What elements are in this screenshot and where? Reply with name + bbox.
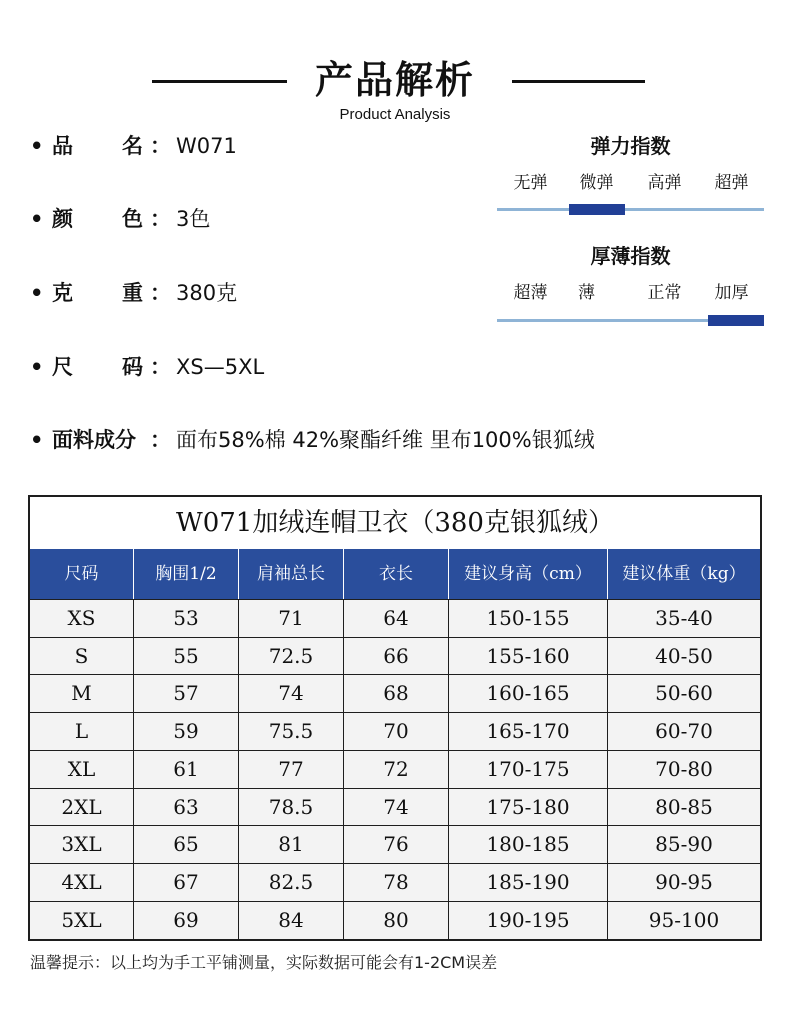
spec-label-char: 尺 (52, 355, 73, 379)
header-cell: 肩袖总长 (239, 549, 344, 599)
measurement-note: 温馨提示：以上均为手工平铺测量，实际数据可能会有1-2CM误差 (30, 953, 498, 972)
spec-value: W071 (176, 134, 237, 158)
elasticity-level: 微弹 (579, 173, 614, 193)
spec-colon: ： (150, 355, 171, 379)
table-cell: 76 (344, 826, 449, 863)
spec-label-char: 色 (122, 207, 143, 231)
thickness-indicator (708, 315, 764, 326)
header-cell: 建议体重（kg） (622, 564, 746, 584)
table-cell: 3XL (30, 826, 134, 863)
spec-label-char: 码 (122, 355, 143, 379)
table-cell: XS (30, 600, 134, 637)
bullet-icon: • (30, 428, 44, 452)
table-cell: 90-95 (655, 869, 713, 894)
thickness-level: 正常 (647, 283, 682, 303)
elasticity-indicator (569, 204, 625, 215)
table-cell: 80-85 (655, 794, 713, 819)
table-cell: 75.5 (239, 713, 344, 750)
bullet-icon: • (30, 281, 44, 305)
header-line-right (512, 80, 645, 83)
size-table (28, 495, 762, 941)
table-cell: 66 (344, 638, 449, 675)
table-cell: 64 (344, 600, 449, 637)
table-cell: 190-195 (449, 902, 608, 939)
elasticity-level: 无弹 (513, 173, 548, 193)
table-cell: 50-60 (655, 681, 713, 706)
table-cell: 71 (239, 600, 344, 637)
elasticity-scale-bar (497, 208, 764, 211)
table-cell: 61 (134, 751, 239, 788)
spec-colon: ： (150, 428, 171, 452)
elasticity-level: 超弹 (714, 173, 749, 193)
table-cell: 85-90 (655, 832, 713, 857)
table-cell: 65 (134, 826, 239, 863)
table-cell: 185-190 (449, 864, 608, 901)
spec-value: 3色 (176, 207, 211, 231)
table-cell: 180-185 (449, 826, 608, 863)
table-cell: L (30, 713, 134, 750)
spec-label: 面料成分 (52, 428, 136, 452)
table-cell: 55 (134, 638, 239, 675)
table-row (30, 712, 760, 750)
table-cell: 67 (134, 864, 239, 901)
spec-label-char: 颜 (52, 207, 73, 231)
table-row (30, 750, 760, 788)
spec-label-char: 克 (52, 281, 73, 305)
spec-label-char: 重 (122, 281, 143, 305)
spec-label-char: 品 (52, 134, 73, 158)
table-cell: 2XL (30, 789, 134, 826)
table-cell: 82.5 (239, 864, 344, 901)
table-cell: 74 (239, 675, 344, 712)
table-cell: 69 (134, 902, 239, 939)
table-cell: 68 (344, 675, 449, 712)
elasticity-levels (497, 171, 764, 195)
table-row (30, 637, 760, 675)
thickness-level: 薄 (578, 283, 595, 303)
table-row (30, 863, 760, 901)
header-cell: 尺码 (30, 549, 134, 599)
table-cell: 4XL (30, 864, 134, 901)
table-cell: 70 (344, 713, 449, 750)
bullet-icon: • (30, 355, 44, 379)
table-cell: 165-170 (449, 713, 608, 750)
table-row (30, 674, 760, 712)
table-cell: 160-165 (449, 675, 608, 712)
spec-colon: ： (150, 281, 171, 305)
thickness-title: 厚薄指数 (590, 244, 671, 268)
spec-value: XS—5XL (176, 355, 265, 379)
table-cell: 72.5 (239, 638, 344, 675)
table-cell: 35-40 (655, 606, 713, 630)
table-cell: 80 (344, 902, 449, 939)
elasticity-title: 弹力指数 (590, 134, 671, 158)
table-cell: XL (30, 751, 134, 788)
spec-value: 面布58%棉 42%聚酯纤维 里布100%银狐绒 (176, 428, 595, 452)
header-cell: 建议身高（cm） (449, 549, 608, 599)
table-cell: 59 (134, 713, 239, 750)
table-cell: 78 (344, 864, 449, 901)
table-cell: 81 (239, 826, 344, 863)
spec-colon: ： (150, 134, 171, 158)
bullet-icon: • (30, 207, 44, 231)
thickness-level: 超薄 (513, 283, 548, 303)
page-title: 产品解析 (314, 58, 475, 102)
table-cell: 53 (134, 600, 239, 637)
table-cell: 63 (134, 789, 239, 826)
table-cell: S (30, 638, 134, 675)
table-cell: 170-175 (449, 751, 608, 788)
table-cell: 150-155 (449, 600, 608, 637)
table-cell: 84 (239, 902, 344, 939)
table-cell: 70-80 (655, 756, 713, 781)
table-cell: 40-50 (655, 643, 713, 668)
spec-value: 380克 (176, 281, 238, 305)
table-cell: 57 (134, 675, 239, 712)
header-cell: 胸围1/2 (134, 549, 239, 599)
table-row (30, 599, 760, 637)
spec-label-char: 名 (122, 134, 143, 158)
thickness-level: 加厚 (714, 283, 749, 303)
size-table-title: W071加绒连帽卫衣（380克银狐绒） (176, 508, 614, 538)
page-subtitle: Product Analysis (339, 106, 451, 123)
thickness-levels (497, 281, 764, 305)
table-cell: M (30, 675, 134, 712)
table-cell: 175-180 (449, 789, 608, 826)
table-cell: 78.5 (239, 789, 344, 826)
table-cell: 74 (344, 789, 449, 826)
table-cell: 60-70 (655, 719, 713, 744)
table-row (30, 825, 760, 863)
elasticity-level: 高弹 (647, 173, 682, 193)
table-row (30, 788, 760, 826)
header-cell: 衣长 (344, 549, 449, 599)
table-cell: 72 (344, 751, 449, 788)
table-cell: 95-100 (648, 907, 720, 932)
spec-colon: ： (150, 207, 171, 231)
size-table-header (30, 549, 760, 599)
bullet-icon: • (30, 134, 44, 158)
table-cell: 155-160 (449, 638, 608, 675)
table-row (30, 901, 760, 939)
table-cell: 77 (239, 751, 344, 788)
table-cell: 5XL (30, 902, 134, 939)
